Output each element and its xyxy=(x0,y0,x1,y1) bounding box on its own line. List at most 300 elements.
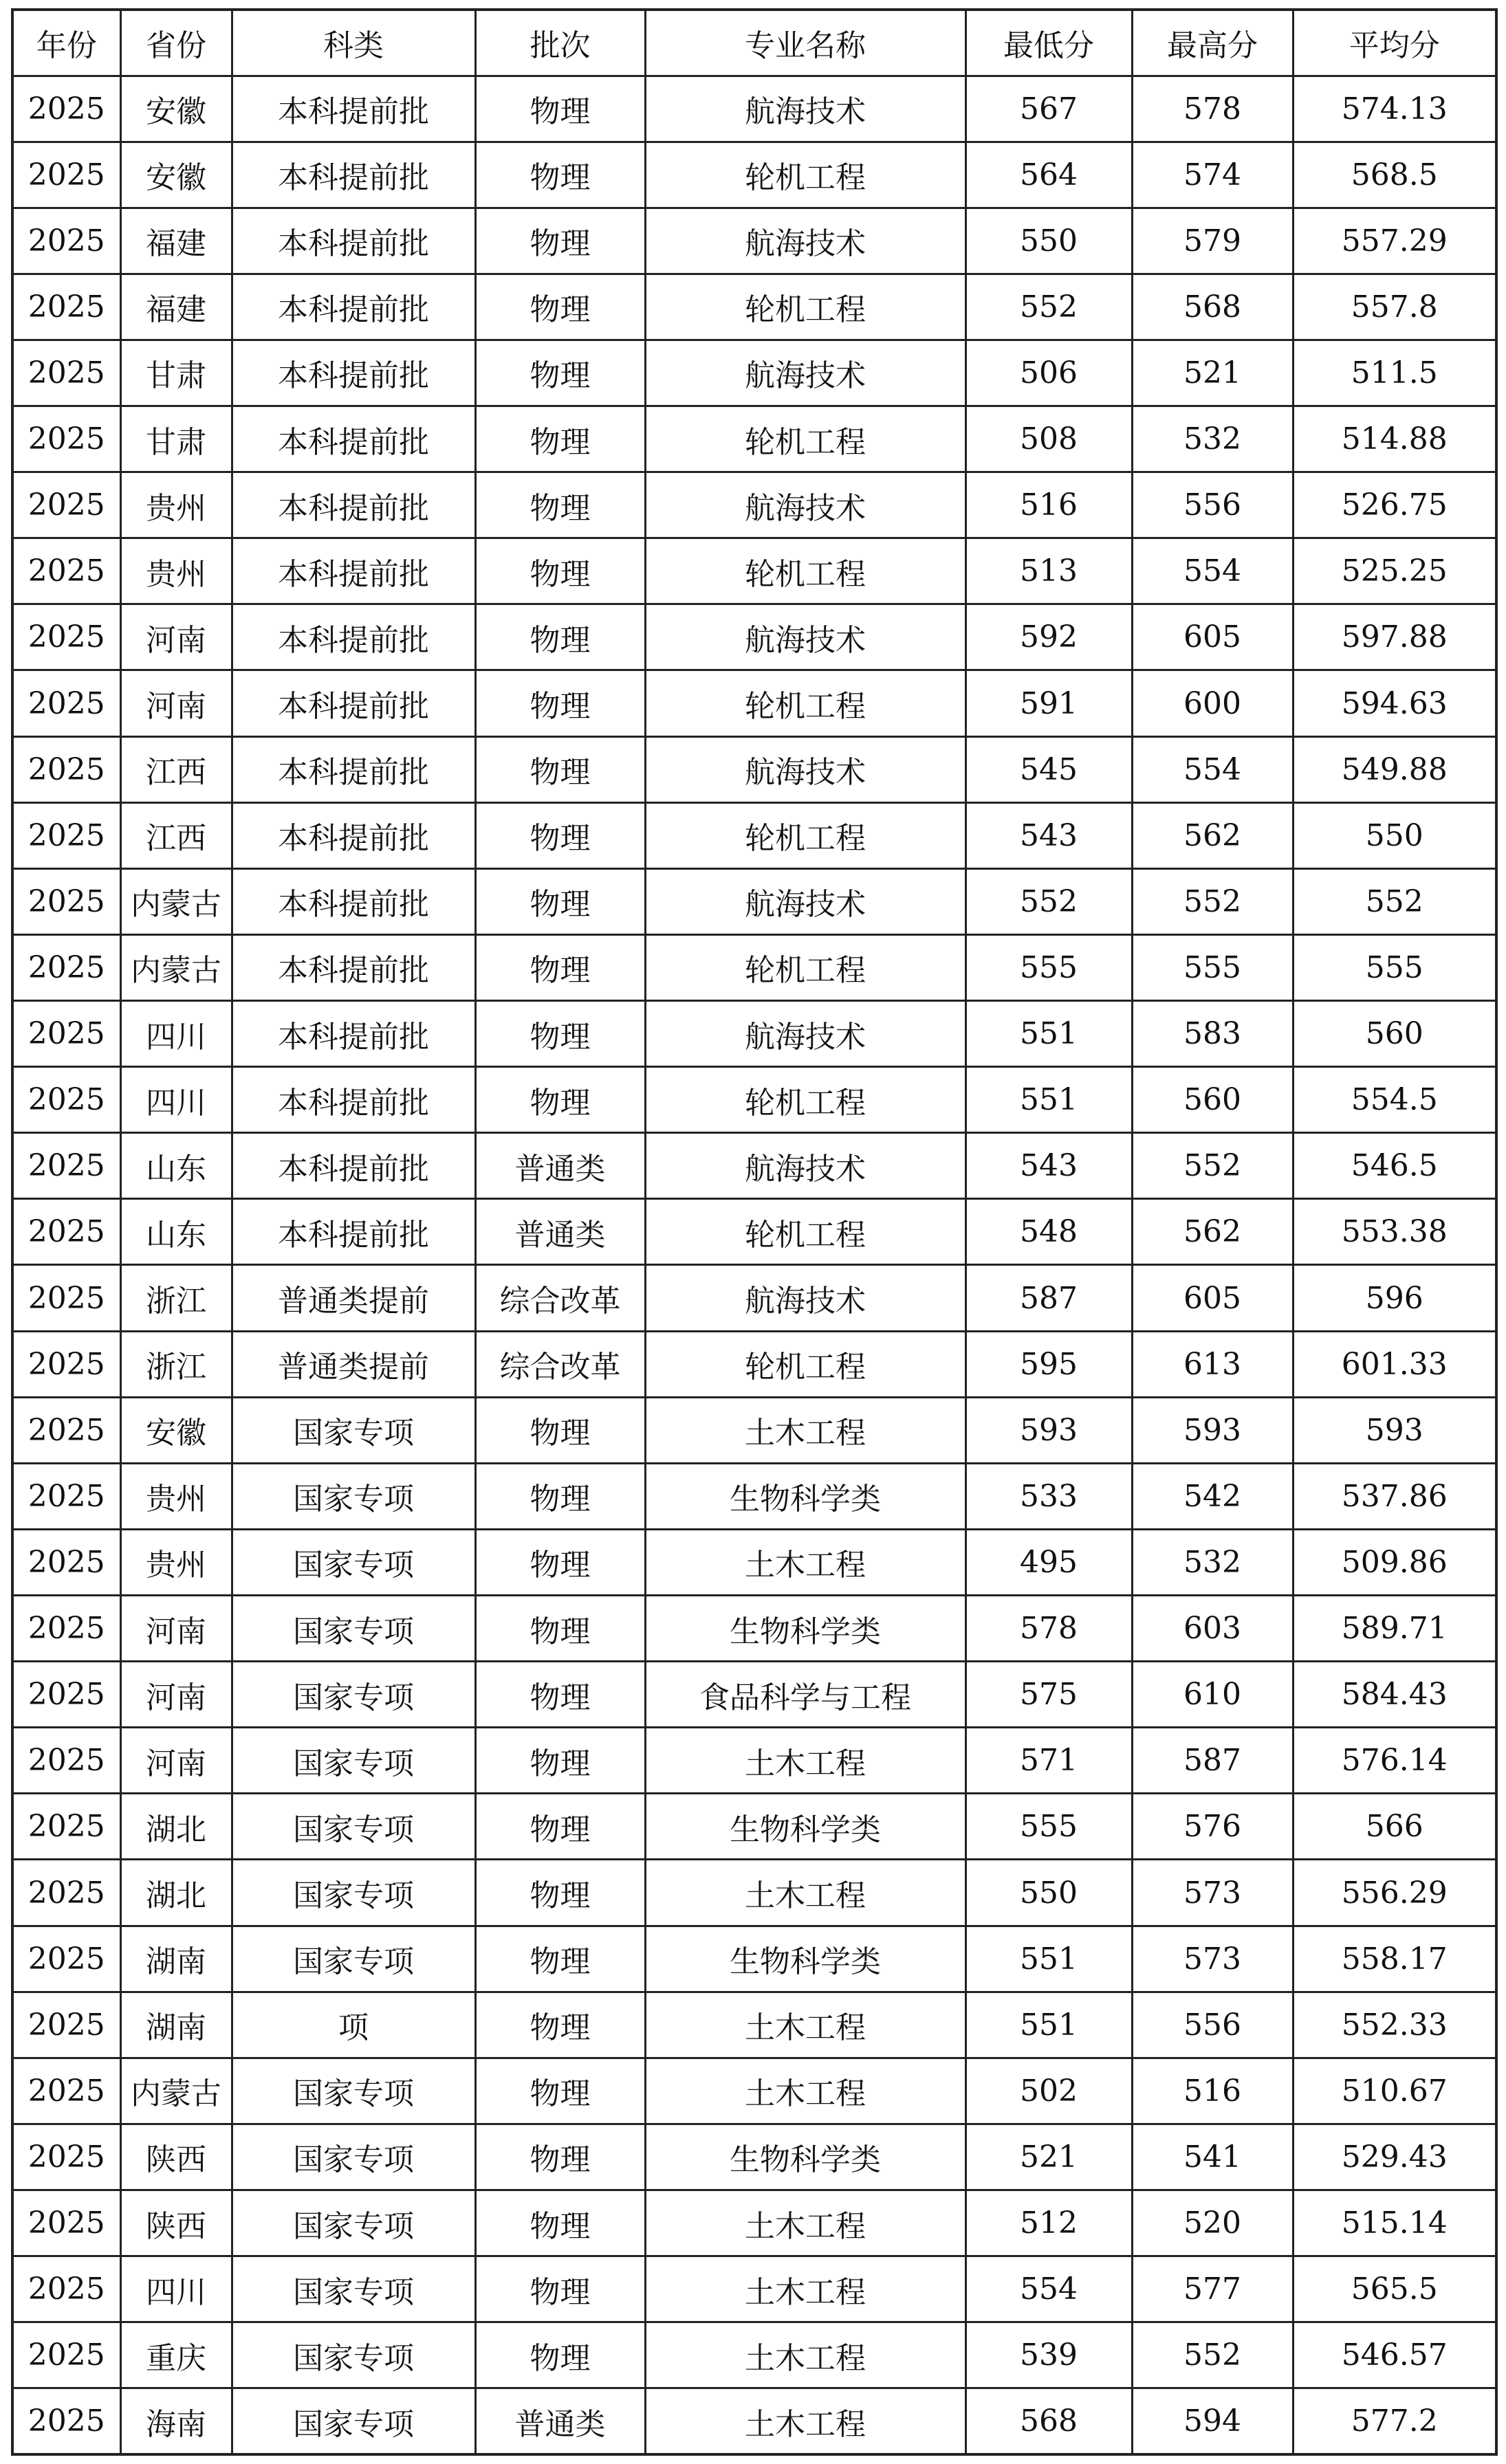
category-cell: 本科提前批 xyxy=(232,76,475,142)
category-cell: 本科提前批 xyxy=(232,604,475,670)
batch-cell: 物理 xyxy=(475,1463,645,1529)
avg-score-cell: 514.88 xyxy=(1293,406,1496,472)
min-score-cell: 564 xyxy=(965,142,1132,208)
min-score-cell: 595 xyxy=(965,1331,1132,1397)
major-cell: 航海技术 xyxy=(645,1001,965,1067)
major-cell: 生物科学类 xyxy=(645,1926,965,1992)
province-cell: 内蒙古 xyxy=(120,868,232,934)
table-row xyxy=(12,1529,1496,1595)
province-cell: 湖北 xyxy=(120,1794,232,1860)
province-cell: 江西 xyxy=(120,736,232,802)
batch-cell: 普通类 xyxy=(475,2388,645,2454)
category-cell: 国家专项 xyxy=(232,1397,475,1463)
max-score-cell: 600 xyxy=(1132,670,1293,736)
year-cell: 2025 xyxy=(12,1199,120,1265)
year-cell: 2025 xyxy=(12,208,120,274)
avg-score-cell: 577.2 xyxy=(1293,2388,1496,2454)
avg-score-cell: 525.25 xyxy=(1293,538,1496,604)
category-cell: 本科提前批 xyxy=(232,538,475,604)
major-cell: 土木工程 xyxy=(645,1529,965,1595)
province-cell: 贵州 xyxy=(120,1529,232,1595)
year-cell: 2025 xyxy=(12,604,120,670)
min-score-cell: 550 xyxy=(965,208,1132,274)
category-cell: 本科提前批 xyxy=(232,142,475,208)
year-cell: 2025 xyxy=(12,1331,120,1397)
header-avg-score: 平均分 xyxy=(1293,10,1496,76)
header-max-score: 最高分 xyxy=(1132,10,1293,76)
header-row xyxy=(12,10,1496,76)
table-row xyxy=(12,2124,1496,2190)
category-cell: 国家专项 xyxy=(232,1728,475,1794)
avg-score-cell: 515.14 xyxy=(1293,2190,1496,2256)
province-cell: 福建 xyxy=(120,208,232,274)
max-score-cell: 573 xyxy=(1132,1926,1293,1992)
major-cell: 土木工程 xyxy=(645,2322,965,2388)
table-row xyxy=(12,604,1496,670)
max-score-cell: 554 xyxy=(1132,538,1293,604)
batch-cell: 物理 xyxy=(475,1529,645,1595)
year-cell: 2025 xyxy=(12,1728,120,1794)
batch-cell: 物理 xyxy=(475,1992,645,2058)
major-cell: 土木工程 xyxy=(645,2058,965,2124)
header-year: 年份 xyxy=(12,10,120,76)
major-cell: 生物科学类 xyxy=(645,2124,965,2190)
batch-cell: 普通类 xyxy=(475,1199,645,1265)
province-cell: 四川 xyxy=(120,1001,232,1067)
max-score-cell: 603 xyxy=(1132,1596,1293,1662)
major-cell: 轮机工程 xyxy=(645,142,965,208)
province-cell: 海南 xyxy=(120,2388,232,2454)
avg-score-cell: 529.43 xyxy=(1293,2124,1496,2190)
category-cell: 国家专项 xyxy=(232,1662,475,1728)
table-row xyxy=(12,1662,1496,1728)
table-row xyxy=(12,1067,1496,1133)
category-cell: 本科提前批 xyxy=(232,1067,475,1133)
batch-cell: 物理 xyxy=(475,1794,645,1860)
table-row xyxy=(12,2256,1496,2322)
batch-cell: 物理 xyxy=(475,274,645,340)
year-cell: 2025 xyxy=(12,2124,120,2190)
max-score-cell: 560 xyxy=(1132,1067,1293,1133)
category-cell: 本科提前批 xyxy=(232,274,475,340)
year-cell: 2025 xyxy=(12,76,120,142)
max-score-cell: 576 xyxy=(1132,1794,1293,1860)
max-score-cell: 605 xyxy=(1132,604,1293,670)
year-cell: 2025 xyxy=(12,142,120,208)
avg-score-cell: 552.33 xyxy=(1293,1992,1496,2058)
max-score-cell: 593 xyxy=(1132,1397,1293,1463)
year-cell: 2025 xyxy=(12,2058,120,2124)
batch-cell: 物理 xyxy=(475,934,645,1000)
avg-score-cell: 556.29 xyxy=(1293,1860,1496,1926)
max-score-cell: 613 xyxy=(1132,1331,1293,1397)
major-cell: 生物科学类 xyxy=(645,1463,965,1529)
province-cell: 河南 xyxy=(120,604,232,670)
major-cell: 航海技术 xyxy=(645,868,965,934)
year-cell: 2025 xyxy=(12,406,120,472)
year-cell: 2025 xyxy=(12,472,120,538)
min-score-cell: 568 xyxy=(965,2388,1132,2454)
avg-score-cell: 546.57 xyxy=(1293,2322,1496,2388)
min-score-cell: 516 xyxy=(965,472,1132,538)
avg-score-cell: 568.5 xyxy=(1293,142,1496,208)
header-category: 科类 xyxy=(232,10,475,76)
table-body xyxy=(12,76,1496,2454)
max-score-cell: 579 xyxy=(1132,208,1293,274)
major-cell: 轮机工程 xyxy=(645,406,965,472)
table-row xyxy=(12,2322,1496,2388)
category-cell: 普通类提前 xyxy=(232,1265,475,1331)
batch-cell: 物理 xyxy=(475,802,645,868)
major-cell: 航海技术 xyxy=(645,472,965,538)
min-score-cell: 550 xyxy=(965,1860,1132,1926)
category-cell: 项 xyxy=(232,1992,475,2058)
table-row xyxy=(12,868,1496,934)
max-score-cell: 552 xyxy=(1132,2322,1293,2388)
category-cell: 本科提前批 xyxy=(232,802,475,868)
avg-score-cell: 511.5 xyxy=(1293,340,1496,406)
year-cell: 2025 xyxy=(12,934,120,1000)
min-score-cell: 551 xyxy=(965,1926,1132,1992)
major-cell: 轮机工程 xyxy=(645,538,965,604)
year-cell: 2025 xyxy=(12,1067,120,1133)
category-cell: 本科提前批 xyxy=(232,1133,475,1199)
max-score-cell: 610 xyxy=(1132,1662,1293,1728)
max-score-cell: 562 xyxy=(1132,802,1293,868)
province-cell: 浙江 xyxy=(120,1331,232,1397)
province-cell: 安徽 xyxy=(120,1397,232,1463)
max-score-cell: 573 xyxy=(1132,1860,1293,1926)
score-table xyxy=(11,8,1498,2456)
table-row xyxy=(12,736,1496,802)
table-row xyxy=(12,274,1496,340)
avg-score-cell: 557.29 xyxy=(1293,208,1496,274)
table-row xyxy=(12,2058,1496,2124)
max-score-cell: 574 xyxy=(1132,142,1293,208)
table-row xyxy=(12,1728,1496,1794)
max-score-cell: 583 xyxy=(1132,1001,1293,1067)
min-score-cell: 552 xyxy=(965,868,1132,934)
batch-cell: 物理 xyxy=(475,1728,645,1794)
min-score-cell: 587 xyxy=(965,1265,1132,1331)
table-row xyxy=(12,142,1496,208)
year-cell: 2025 xyxy=(12,2388,120,2454)
min-score-cell: 592 xyxy=(965,604,1132,670)
avg-score-cell: 596 xyxy=(1293,1265,1496,1331)
major-cell: 航海技术 xyxy=(645,76,965,142)
batch-cell: 物理 xyxy=(475,2124,645,2190)
avg-score-cell: 560 xyxy=(1293,1001,1496,1067)
table-row xyxy=(12,1596,1496,1662)
year-cell: 2025 xyxy=(12,1992,120,2058)
batch-cell: 物理 xyxy=(475,736,645,802)
major-cell: 生物科学类 xyxy=(645,1596,965,1662)
min-score-cell: 539 xyxy=(965,2322,1132,2388)
max-score-cell: 605 xyxy=(1132,1265,1293,1331)
province-cell: 四川 xyxy=(120,2256,232,2322)
year-cell: 2025 xyxy=(12,2256,120,2322)
year-cell: 2025 xyxy=(12,1529,120,1595)
min-score-cell: 552 xyxy=(965,274,1132,340)
header-province: 省份 xyxy=(120,10,232,76)
table-row xyxy=(12,538,1496,604)
year-cell: 2025 xyxy=(12,2322,120,2388)
province-cell: 湖南 xyxy=(120,1926,232,1992)
min-score-cell: 495 xyxy=(965,1529,1132,1595)
table-row xyxy=(12,802,1496,868)
max-score-cell: 587 xyxy=(1132,1728,1293,1794)
year-cell: 2025 xyxy=(12,2190,120,2256)
major-cell: 航海技术 xyxy=(645,736,965,802)
max-score-cell: 562 xyxy=(1132,1199,1293,1265)
province-cell: 浙江 xyxy=(120,1265,232,1331)
batch-cell: 物理 xyxy=(475,472,645,538)
table-row xyxy=(12,1992,1496,2058)
table-row xyxy=(12,1331,1496,1397)
max-score-cell: 556 xyxy=(1132,1992,1293,2058)
max-score-cell: 520 xyxy=(1132,2190,1293,2256)
avg-score-cell: 565.5 xyxy=(1293,2256,1496,2322)
table-row xyxy=(12,1397,1496,1463)
category-cell: 国家专项 xyxy=(232,1463,475,1529)
category-cell: 本科提前批 xyxy=(232,934,475,1000)
batch-cell: 物理 xyxy=(475,2058,645,2124)
category-cell: 本科提前批 xyxy=(232,1001,475,1067)
category-cell: 本科提前批 xyxy=(232,670,475,736)
category-cell: 国家专项 xyxy=(232,2256,475,2322)
table-row xyxy=(12,1199,1496,1265)
major-cell: 土木工程 xyxy=(645,1728,965,1794)
category-cell: 本科提前批 xyxy=(232,1199,475,1265)
avg-score-cell: 550 xyxy=(1293,802,1496,868)
avg-score-cell: 509.86 xyxy=(1293,1529,1496,1595)
major-cell: 轮机工程 xyxy=(645,670,965,736)
province-cell: 甘肃 xyxy=(120,406,232,472)
province-cell: 甘肃 xyxy=(120,340,232,406)
batch-cell: 物理 xyxy=(475,1001,645,1067)
max-score-cell: 555 xyxy=(1132,934,1293,1000)
major-cell: 航海技术 xyxy=(645,340,965,406)
year-cell: 2025 xyxy=(12,1596,120,1662)
min-score-cell: 551 xyxy=(965,1001,1132,1067)
table-row xyxy=(12,1001,1496,1067)
avg-score-cell: 552 xyxy=(1293,868,1496,934)
batch-cell: 物理 xyxy=(475,76,645,142)
year-cell: 2025 xyxy=(12,1265,120,1331)
table-row xyxy=(12,670,1496,736)
batch-cell: 物理 xyxy=(475,1596,645,1662)
province-cell: 福建 xyxy=(120,274,232,340)
avg-score-cell: 526.75 xyxy=(1293,472,1496,538)
major-cell: 土木工程 xyxy=(645,1860,965,1926)
max-score-cell: 554 xyxy=(1132,736,1293,802)
batch-cell: 物理 xyxy=(475,1397,645,1463)
min-score-cell: 513 xyxy=(965,538,1132,604)
batch-cell: 物理 xyxy=(475,538,645,604)
table-row xyxy=(12,1926,1496,1992)
batch-cell: 物理 xyxy=(475,1860,645,1926)
min-score-cell: 578 xyxy=(965,1596,1132,1662)
category-cell: 国家专项 xyxy=(232,1926,475,1992)
min-score-cell: 567 xyxy=(965,76,1132,142)
province-cell: 河南 xyxy=(120,1596,232,1662)
category-cell: 本科提前批 xyxy=(232,406,475,472)
major-cell: 轮机工程 xyxy=(645,1199,965,1265)
min-score-cell: 543 xyxy=(965,1133,1132,1199)
batch-cell: 物理 xyxy=(475,340,645,406)
max-score-cell: 568 xyxy=(1132,274,1293,340)
min-score-cell: 571 xyxy=(965,1728,1132,1794)
category-cell: 本科提前批 xyxy=(232,340,475,406)
province-cell: 贵州 xyxy=(120,1463,232,1529)
header-major: 专业名称 xyxy=(645,10,965,76)
year-cell: 2025 xyxy=(12,1926,120,1992)
province-cell: 贵州 xyxy=(120,472,232,538)
table-row xyxy=(12,1860,1496,1926)
batch-cell: 物理 xyxy=(475,1067,645,1133)
province-cell: 湖南 xyxy=(120,1992,232,2058)
batch-cell: 物理 xyxy=(475,2256,645,2322)
table-row xyxy=(12,340,1496,406)
max-score-cell: 541 xyxy=(1132,2124,1293,2190)
province-cell: 江西 xyxy=(120,802,232,868)
table-row xyxy=(12,406,1496,472)
min-score-cell: 551 xyxy=(965,1992,1132,2058)
major-cell: 轮机工程 xyxy=(645,802,965,868)
category-cell: 国家专项 xyxy=(232,2124,475,2190)
year-cell: 2025 xyxy=(12,1133,120,1199)
major-cell: 轮机工程 xyxy=(645,1067,965,1133)
major-cell: 航海技术 xyxy=(645,1265,965,1331)
table-row xyxy=(12,2190,1496,2256)
table-row xyxy=(12,2388,1496,2454)
province-cell: 安徽 xyxy=(120,76,232,142)
province-cell: 河南 xyxy=(120,670,232,736)
major-cell: 航海技术 xyxy=(645,208,965,274)
table-row xyxy=(12,472,1496,538)
batch-cell: 物理 xyxy=(475,670,645,736)
major-cell: 土木工程 xyxy=(645,2388,965,2454)
category-cell: 本科提前批 xyxy=(232,736,475,802)
year-cell: 2025 xyxy=(12,340,120,406)
avg-score-cell: 549.88 xyxy=(1293,736,1496,802)
max-score-cell: 578 xyxy=(1132,76,1293,142)
province-cell: 山东 xyxy=(120,1133,232,1199)
province-cell: 内蒙古 xyxy=(120,934,232,1000)
major-cell: 土木工程 xyxy=(645,1397,965,1463)
major-cell: 生物科学类 xyxy=(645,1794,965,1860)
category-cell: 国家专项 xyxy=(232,2322,475,2388)
category-cell: 国家专项 xyxy=(232,1596,475,1662)
min-score-cell: 548 xyxy=(965,1199,1132,1265)
year-cell: 2025 xyxy=(12,1794,120,1860)
province-cell: 四川 xyxy=(120,1067,232,1133)
province-cell: 贵州 xyxy=(120,538,232,604)
avg-score-cell: 553.38 xyxy=(1293,1199,1496,1265)
batch-cell: 物理 xyxy=(475,604,645,670)
category-cell: 国家专项 xyxy=(232,1529,475,1595)
category-cell: 国家专项 xyxy=(232,1794,475,1860)
max-score-cell: 552 xyxy=(1132,868,1293,934)
min-score-cell: 555 xyxy=(965,1794,1132,1860)
max-score-cell: 556 xyxy=(1132,472,1293,538)
major-cell: 航海技术 xyxy=(645,1133,965,1199)
header-batch: 批次 xyxy=(475,10,645,76)
min-score-cell: 533 xyxy=(965,1463,1132,1529)
batch-cell: 物理 xyxy=(475,208,645,274)
batch-cell: 综合改革 xyxy=(475,1265,645,1331)
min-score-cell: 543 xyxy=(965,802,1132,868)
min-score-cell: 575 xyxy=(965,1662,1132,1728)
min-score-cell: 551 xyxy=(965,1067,1132,1133)
province-cell: 河南 xyxy=(120,1662,232,1728)
batch-cell: 物理 xyxy=(475,142,645,208)
batch-cell: 普通类 xyxy=(475,1133,645,1199)
max-score-cell: 532 xyxy=(1132,406,1293,472)
major-cell: 土木工程 xyxy=(645,1992,965,2058)
min-score-cell: 555 xyxy=(965,934,1132,1000)
table-row xyxy=(12,1133,1496,1199)
table-row xyxy=(12,934,1496,1000)
max-score-cell: 516 xyxy=(1132,2058,1293,2124)
province-cell: 陕西 xyxy=(120,2124,232,2190)
major-cell: 轮机工程 xyxy=(645,1331,965,1397)
avg-score-cell: 593 xyxy=(1293,1397,1496,1463)
max-score-cell: 577 xyxy=(1132,2256,1293,2322)
category-cell: 国家专项 xyxy=(232,2388,475,2454)
major-cell: 轮机工程 xyxy=(645,274,965,340)
batch-cell: 物理 xyxy=(475,2322,645,2388)
major-cell: 航海技术 xyxy=(645,604,965,670)
table-row xyxy=(12,1265,1496,1331)
province-cell: 陕西 xyxy=(120,2190,232,2256)
avg-score-cell: 546.5 xyxy=(1293,1133,1496,1199)
province-cell: 河南 xyxy=(120,1728,232,1794)
min-score-cell: 554 xyxy=(965,2256,1132,2322)
year-cell: 2025 xyxy=(12,736,120,802)
province-cell: 重庆 xyxy=(120,2322,232,2388)
avg-score-cell: 557.8 xyxy=(1293,274,1496,340)
table-row xyxy=(12,1463,1496,1529)
year-cell: 2025 xyxy=(12,1001,120,1067)
avg-score-cell: 558.17 xyxy=(1293,1926,1496,1992)
category-cell: 国家专项 xyxy=(232,2190,475,2256)
year-cell: 2025 xyxy=(12,1860,120,1926)
avg-score-cell: 574.13 xyxy=(1293,76,1496,142)
batch-cell: 物理 xyxy=(475,1662,645,1728)
min-score-cell: 502 xyxy=(965,2058,1132,2124)
avg-score-cell: 597.88 xyxy=(1293,604,1496,670)
major-cell: 土木工程 xyxy=(645,2256,965,2322)
batch-cell: 物理 xyxy=(475,1926,645,1992)
batch-cell: 物理 xyxy=(475,868,645,934)
avg-score-cell: 576.14 xyxy=(1293,1728,1496,1794)
batch-cell: 物理 xyxy=(475,406,645,472)
year-cell: 2025 xyxy=(12,868,120,934)
max-score-cell: 594 xyxy=(1132,2388,1293,2454)
category-cell: 本科提前批 xyxy=(232,472,475,538)
min-score-cell: 508 xyxy=(965,406,1132,472)
year-cell: 2025 xyxy=(12,1397,120,1463)
min-score-cell: 512 xyxy=(965,2190,1132,2256)
min-score-cell: 521 xyxy=(965,2124,1132,2190)
category-cell: 本科提前批 xyxy=(232,868,475,934)
year-cell: 2025 xyxy=(12,670,120,736)
province-cell: 山东 xyxy=(120,1199,232,1265)
category-cell: 普通类提前 xyxy=(232,1331,475,1397)
min-score-cell: 506 xyxy=(965,340,1132,406)
max-score-cell: 542 xyxy=(1132,1463,1293,1529)
